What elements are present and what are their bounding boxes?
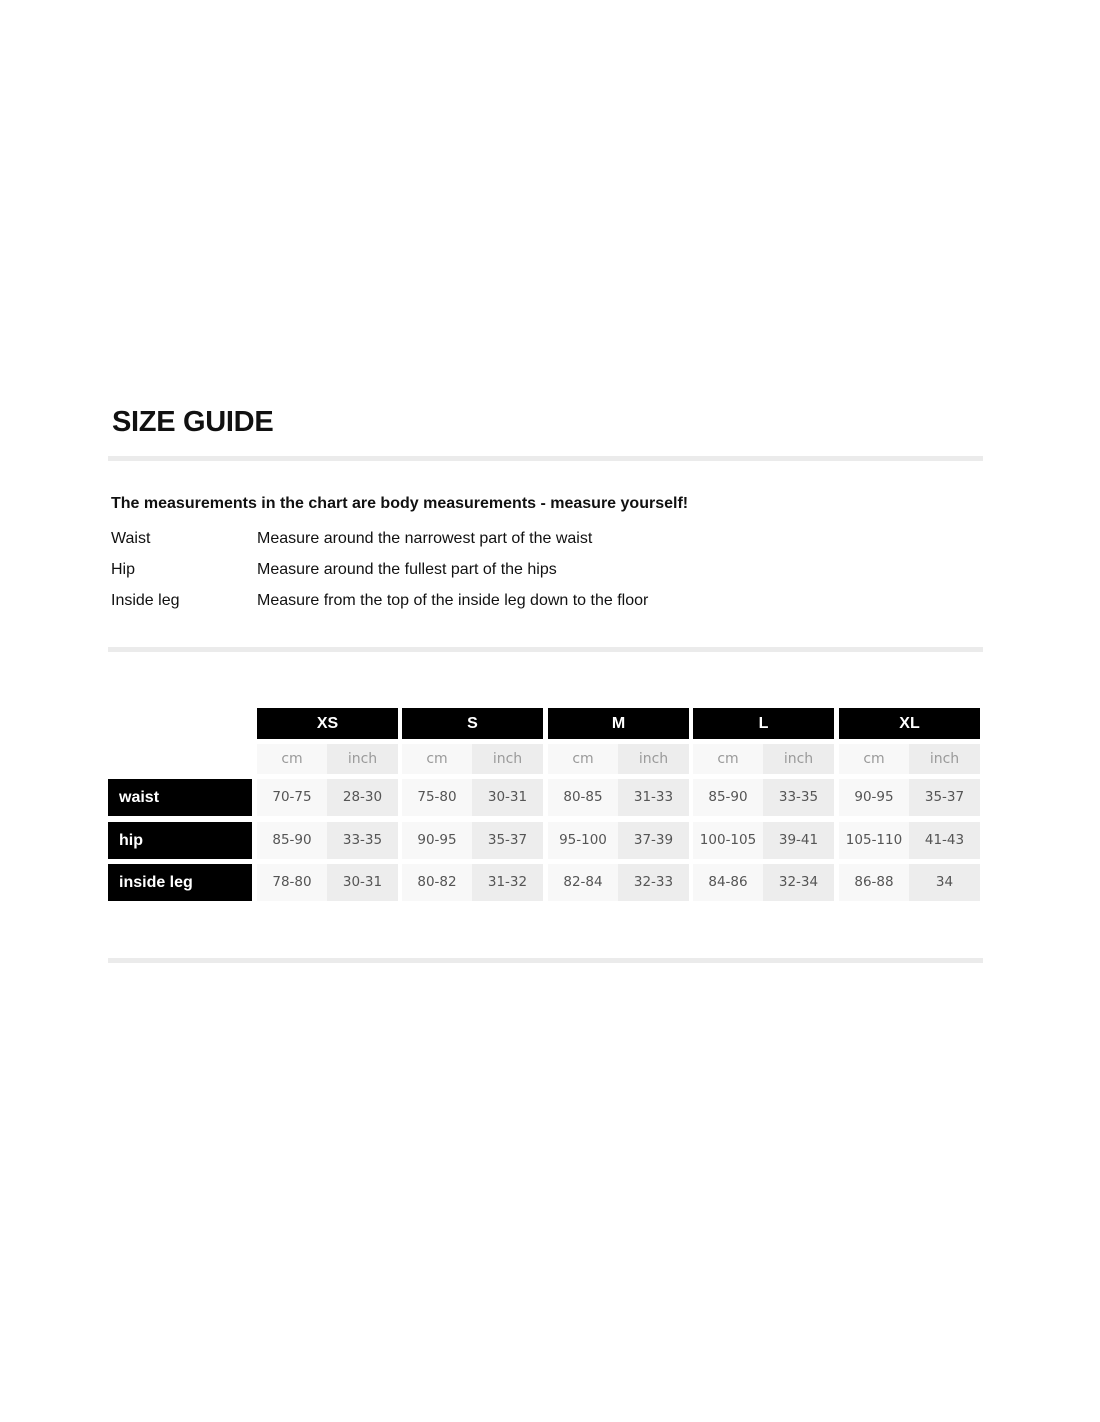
table-cell: 30-31 [472,779,543,816]
table-cell: 30-31 [327,864,398,901]
table-cell: 80-82 [402,864,472,901]
divider [108,456,983,461]
table-cell: 33-35 [763,779,834,816]
unit-cm: cm [548,744,618,774]
table-cell: 32-33 [618,864,689,901]
table-cell: 100-105 [693,822,763,859]
table-cell: 31-33 [618,779,689,816]
table-cell: 39-41 [763,822,834,859]
table-cell: 95-100 [548,822,618,859]
table-cell: 37-39 [618,822,689,859]
unit-cm: cm [693,744,763,774]
row-label-hip: hip [108,822,252,859]
table-cell: 41-43 [909,822,980,859]
unit-cm: cm [257,744,327,774]
table-cell: 35-37 [909,779,980,816]
unit-cm: cm [402,744,472,774]
table-cell: 84-86 [693,864,763,901]
size-header-xs: XS [257,708,398,739]
divider [108,958,983,963]
table-cell: 34 [909,864,980,901]
definition-description: Measure around the fullest part of the hips [257,561,557,578]
row-label-waist: waist [108,779,252,816]
unit-inch: inch [327,744,398,774]
definition-description: Measure from the top of the inside leg down to the floor [257,592,649,609]
row-label-inside-leg: inside leg [108,864,252,901]
table-cell: 78-80 [257,864,327,901]
definition-term: Hip [111,561,136,578]
definition-term: Waist [111,530,151,547]
table-cell: 75-80 [402,779,472,816]
table-cell: 35-37 [472,822,543,859]
size-header-s: S [402,708,543,739]
table-cell: 80-85 [548,779,618,816]
size-header-m: M [548,708,689,739]
size-header-xl: XL [839,708,980,739]
table-cell: 86-88 [839,864,909,901]
table-cell: 85-90 [693,779,763,816]
table-cell: 33-35 [327,822,398,859]
divider [108,647,983,652]
table-cell: 31-32 [472,864,543,901]
size-header-l: L [693,708,834,739]
measurement-intro: The measurements in the chart are body measurements - measure yourself! [111,495,689,512]
definition-description: Measure around the narrowest part of the waist [257,530,593,547]
table-cell: 32-34 [763,864,834,901]
table-cell: 82-84 [548,864,618,901]
table-cell: 28-30 [327,779,398,816]
unit-inch: inch [472,744,543,774]
page-title: SIZE GUIDE [112,406,274,438]
table-cell: 70-75 [257,779,327,816]
unit-inch: inch [618,744,689,774]
definition-row-hip [111,559,811,581]
definition-row-waist [111,528,811,550]
table-cell: 105-110 [839,822,909,859]
table-cell: 90-95 [839,779,909,816]
definition-term: Inside leg [111,592,180,609]
unit-inch: inch [763,744,834,774]
unit-inch: inch [909,744,980,774]
unit-cm: cm [839,744,909,774]
definition-row-inside-leg [111,590,811,612]
table-cell: 85-90 [257,822,327,859]
table-cell: 90-95 [402,822,472,859]
